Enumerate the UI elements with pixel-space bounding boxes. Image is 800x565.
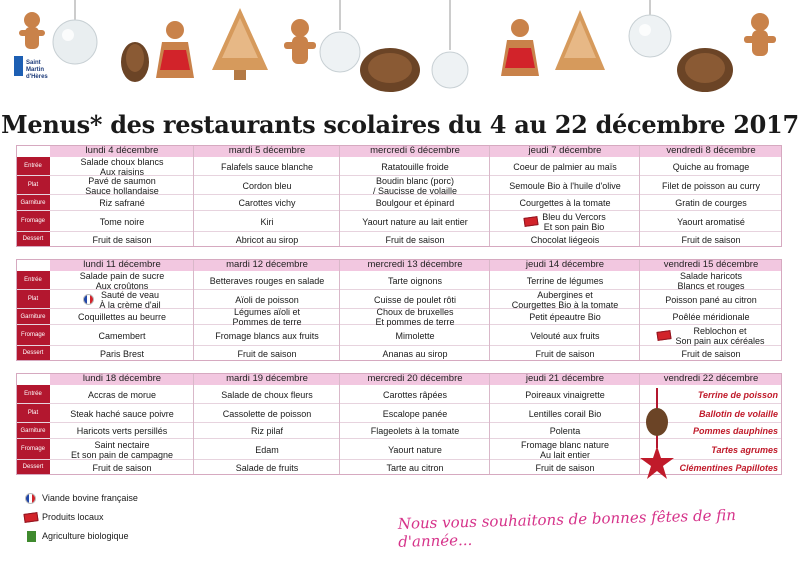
- menu-item-text: Salade de choux fleurs: [221, 389, 313, 400]
- legend-item-organic: [24, 530, 129, 542]
- menu-item-text: Pavé de saumon Sauce hollandaise: [85, 175, 159, 196]
- menu-item-text: Mimolette: [395, 330, 435, 341]
- row-label-plat: Plat: [16, 404, 50, 423]
- row-label-dessert: Dessert: [16, 346, 50, 361]
- ornament-ball-icon: [432, 0, 468, 88]
- week-block: [16, 259, 782, 373]
- menu-item-text: Salade haricots Blancs et rouges: [677, 270, 745, 291]
- row-label-garniture: Garniture: [16, 195, 50, 211]
- menu-item-text: Riz safrané: [99, 198, 145, 208]
- legend-item-local-products: [24, 511, 104, 523]
- ornament-ball-icon: [629, 0, 671, 57]
- row-label-dessert: Dessert: [16, 460, 50, 475]
- menu-item-text: Riz pilaf: [250, 426, 283, 436]
- gingerbread-girl-icon: [156, 21, 194, 78]
- ornament-ball-icon: [320, 0, 360, 72]
- menu-item-text: Chocolat liégeois: [530, 234, 600, 245]
- week-frame: [16, 259, 782, 361]
- hedgehog-pine-cone-icon: [677, 48, 733, 92]
- menu-item-text: Clémentines Papillotes: [679, 462, 778, 473]
- menu-item-text: Accras de morue: [87, 389, 157, 400]
- day-header: mercredi 13 décembre: [340, 259, 490, 271]
- day-header: mercredi 20 décembre: [340, 373, 490, 385]
- saint-martin-dheres-logo: [14, 56, 54, 82]
- row-label-entree: Entrée: [16, 157, 50, 176]
- legend-label: Agriculture biologique: [42, 531, 129, 541]
- day-header: mardi 5 décembre: [194, 145, 340, 157]
- menu-item-text: Yaourt aromatisé: [677, 216, 745, 227]
- menu-item-text: Cuisse de poulet rôti: [373, 294, 457, 305]
- gingerbread-girl-icon: [501, 19, 539, 76]
- menu-item-text: Salade choux blancs Aux raisins: [80, 156, 164, 177]
- menu-item-text: Carottes vichy: [238, 198, 296, 208]
- gingerbread-man-icon: [744, 13, 776, 56]
- menu-item-text: Fruit de saison: [535, 348, 595, 359]
- menu-item-text: Yaourt nature: [388, 444, 442, 455]
- menu-item-text: Terrine de poisson: [697, 389, 778, 400]
- menu-item-text: Choux de bruxelles Et pommes de terre: [375, 307, 455, 327]
- legend-label: Viande bovine française: [42, 493, 138, 503]
- menu-item-text: Fruit de saison: [92, 462, 152, 473]
- row-label-fromage: Fromage: [16, 211, 50, 232]
- menu-item-text: Coquillettes au beurre: [77, 312, 167, 322]
- menu-item-text: Salade de fruits: [235, 462, 299, 473]
- menu-item-text: Pommes dauphines: [692, 426, 778, 436]
- logo-mark-icon: [14, 56, 23, 76]
- ornament-ball-icon: [53, 0, 97, 64]
- season-greeting: Nous vous souhaitons de bonnes fêtes de fin d'année...: [397, 505, 737, 551]
- menu-item-text: Yaourt nature au lait entier: [362, 216, 468, 227]
- menu-item-text: Fruit de saison: [535, 462, 595, 473]
- row-label-entree: Entrée: [16, 385, 50, 404]
- day-header: vendredi 15 décembre: [640, 259, 782, 271]
- menu-item-text: Paris Brest: [99, 348, 144, 359]
- menu-item-text: Falafels sauce blanche: [220, 161, 314, 172]
- menu-item-text: Reblochon et Son pain aux céréales: [675, 325, 765, 346]
- menu-item-text: Carottes râpées: [382, 389, 448, 400]
- menu-item-text: Cassolette de poisson: [222, 408, 312, 419]
- logo-text: Saint Martin d'Hères: [26, 60, 48, 80]
- christmas-tree-cookie-icon: [555, 10, 605, 70]
- menu-item-text: Velouté aux fruits: [530, 330, 600, 341]
- menu-item-text: Terrine de légumes: [526, 275, 604, 286]
- day-header: jeudi 21 décembre: [490, 373, 640, 385]
- christmas-tree-cookie-icon: [212, 8, 268, 80]
- menu-item-text: Haricots verts persillés: [76, 426, 168, 436]
- day-header: lundi 18 décembre: [50, 373, 194, 385]
- local-products-icon: [23, 512, 38, 523]
- menu-item-text: Tarte oignons: [387, 275, 443, 286]
- french-flag-icon: [25, 493, 36, 504]
- menu-item-text: Bleu du Vercors Et son pain Bio: [542, 211, 606, 232]
- menu-item-text: Aubergines et Courgettes Bio à la tomate: [511, 289, 619, 310]
- christmas-garland-decoration: [0, 0, 800, 105]
- page-title: Menus* des restaurants scolaires du 4 au 22 décembre 2017: [1, 110, 799, 139]
- menu-item-text: Boulgour et épinard: [375, 198, 455, 208]
- day-header: mardi 19 décembre: [194, 373, 340, 385]
- hedgehog-pine-cone-icon: [360, 48, 420, 92]
- menu-item-text: Quiche au fromage: [672, 161, 750, 172]
- pine-cone-icon: [121, 42, 149, 82]
- menu-item-text: Kiri: [260, 216, 274, 227]
- menu-item-text: Fruit de saison: [681, 234, 741, 245]
- menu-item-text: Lentilles corail Bio: [528, 408, 602, 419]
- menu-item-text: Cordon bleu: [242, 180, 292, 191]
- menu-item-text: Boudin blanc (porc) / Saucisse de volaille: [372, 175, 458, 196]
- menu-item-text: Sauté de veau À la crème d'ail: [99, 289, 161, 310]
- menu-item-text: Camembert: [98, 330, 146, 341]
- menu-item-text: Petit épeautre Bio: [529, 312, 601, 322]
- day-header: jeudi 14 décembre: [490, 259, 640, 271]
- legend-item-french-beef: [24, 492, 138, 504]
- menu-item-text: Gratin de courges: [675, 198, 747, 208]
- menu-item-text: Fruit de saison: [681, 348, 741, 359]
- menu-item-text: Légumes aïoli et Pommes de terre: [232, 307, 302, 327]
- day-header: mercredi 6 décembre: [340, 145, 490, 157]
- pine-cone-icon: [646, 408, 668, 436]
- gingerbread-man-icon: [19, 12, 45, 49]
- organic-ab-icon: [27, 531, 36, 542]
- day-header: vendredi 22 décembre: [640, 373, 782, 385]
- row-label-entree: Entrée: [16, 271, 50, 290]
- row-label-plat: Plat: [16, 290, 50, 309]
- day-header: lundi 4 décembre: [50, 145, 194, 157]
- menu-item-text: Flageolets à la tomate: [370, 426, 460, 436]
- menu-item-text: Poisson pané au citron: [665, 294, 757, 305]
- christmas-star-pine-cone-decoration: [636, 388, 678, 484]
- row-label-dessert: Dessert: [16, 232, 50, 247]
- gingerbread-man-icon: [284, 19, 316, 64]
- menu-item-text: Fruit de saison: [237, 348, 297, 359]
- menu-item-text: Ballotin de volaille: [698, 408, 778, 419]
- row-label-fromage: Fromage: [16, 325, 50, 346]
- menu-item-text: Betteraves rouges en salade: [209, 275, 325, 286]
- day-header: mardi 12 décembre: [194, 259, 340, 271]
- menu-item-text: Saint nectaire Et son pain de campagne: [70, 439, 174, 460]
- star-icon: [640, 446, 674, 479]
- menu-item-text: Aïoli de poisson: [235, 294, 299, 305]
- day-header: vendredi 8 décembre: [640, 145, 782, 157]
- menu-item-text: Poireaux vinaigrette: [525, 389, 605, 400]
- menu-item-text: Courgettes à la tomate: [519, 198, 611, 208]
- menu-item-text: Abricot au sirop: [235, 234, 299, 245]
- menu-item-text: Ratatouille froide: [381, 161, 449, 172]
- row-label-garniture: Garniture: [16, 423, 50, 439]
- week-block: [16, 145, 782, 259]
- menu-item-text: Semoule Bio à l'huile d'olive: [509, 180, 621, 191]
- menu-item-text: Tome noire: [99, 216, 145, 227]
- menu-item-text: Ananas au sirop: [382, 348, 448, 359]
- day-header: jeudi 7 décembre: [490, 145, 640, 157]
- menu-item-text: Poêlée méridionale: [672, 312, 750, 322]
- row-label-garniture: Garniture: [16, 309, 50, 325]
- menu-item-text: Fromage blancs aux fruits: [215, 330, 319, 341]
- menu-item-text: Tarte au citron: [386, 462, 444, 473]
- menu-item-text: Escalope panée: [382, 408, 448, 419]
- menu-item-text: Tartes agrumes: [711, 444, 778, 455]
- week-frame: [16, 145, 782, 247]
- menu-item-text: Coeur de palmier au maïs: [513, 161, 617, 172]
- day-header: lundi 11 décembre: [50, 259, 194, 271]
- menu-item-text: Fromage blanc nature Au lait entier: [520, 439, 610, 460]
- menu-item-text: Salade pain de sucre Aux croûtons: [79, 270, 165, 291]
- menu-item-text: Fruit de saison: [385, 234, 445, 245]
- row-label-fromage: Fromage: [16, 439, 50, 460]
- menu-item-text: Filet de poisson au curry: [661, 180, 761, 191]
- menu-item-text: Fruit de saison: [92, 234, 152, 245]
- menu-item-text: Steak haché sauce poivre: [70, 408, 174, 419]
- row-label-plat: Plat: [16, 176, 50, 195]
- legend-label: Produits locaux: [42, 512, 104, 522]
- menu-item-text: Edam: [255, 444, 279, 455]
- menu-item-text: Polenta: [549, 426, 581, 436]
